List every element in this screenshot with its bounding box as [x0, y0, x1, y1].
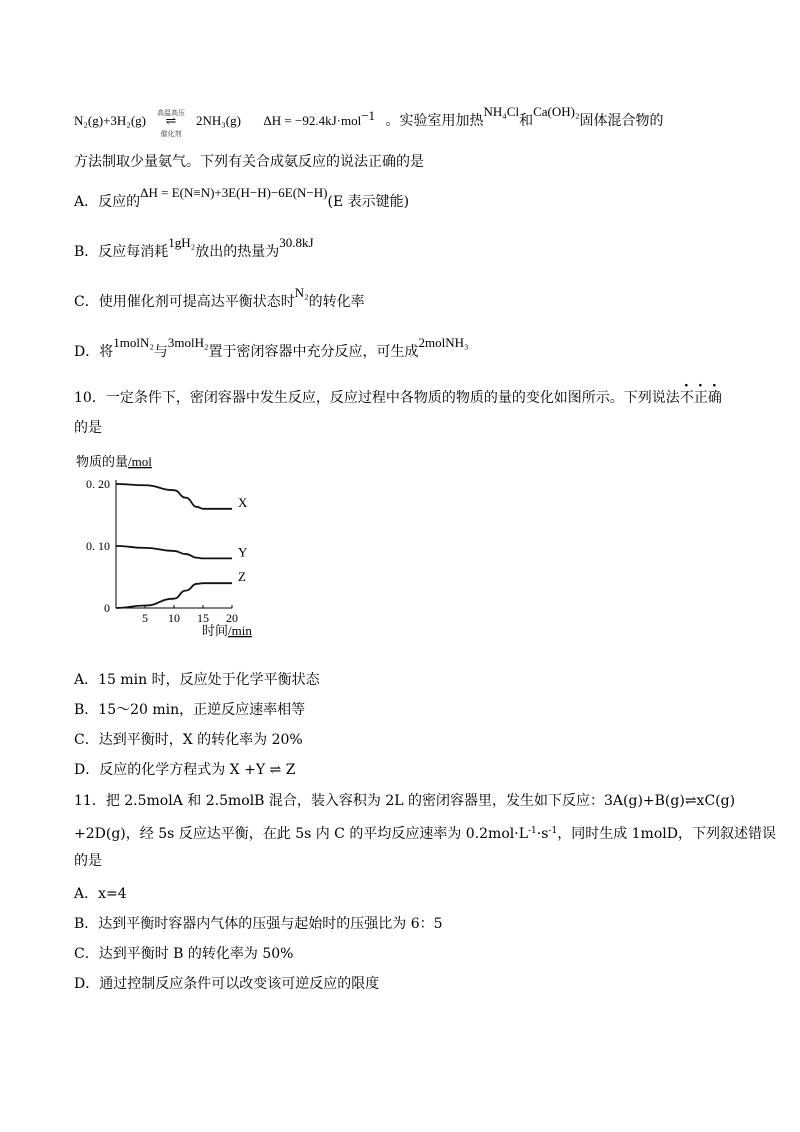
q11-stem-line3: 的是 [74, 853, 102, 869]
q9-eq-dh-sup: −1 [361, 108, 376, 123]
q11-option-a: A．x=4 [74, 886, 127, 902]
q11-stem-line1: 11．把 2.5molA 和 2.5molB 混合，装入容积为 2L 的密闭容器里，发生如下反应：3A(g)+B(g)⇌xC(g) [74, 793, 736, 809]
q9-nh4cl: NH₄Cl [483, 104, 520, 119]
q9-and: 和 [519, 113, 534, 129]
chart-series-line-z [116, 583, 232, 608]
q9-d-prefix: D．将 [74, 344, 114, 360]
q9-eq-arrow: 高温高压 ⇌ 催化剂 [146, 112, 196, 132]
q9-option-b [74, 235, 730, 262]
q9-option-c [74, 285, 730, 312]
q10-emphasis-2: 正 [693, 390, 708, 406]
chart-series-labels [238, 495, 248, 584]
q9-equation-line [74, 104, 730, 138]
q9-d-mid2: 置于密闭容器中充分反应，可生成 [208, 344, 419, 360]
q11-stem2-sup2: -1 [548, 826, 558, 836]
chart-series-line-x [116, 484, 232, 509]
q10-option-d: D．反应的化学方程式为 X +Y ⇌ Z [74, 762, 296, 778]
q9-c-formula: N₂ [294, 285, 309, 300]
chart-series-label-x: X [238, 494, 248, 510]
chart-ylabel-b: /mol [128, 454, 152, 469]
q9-d-f2: 3molH₂ [167, 335, 209, 350]
chart-series-label-y: Y [238, 544, 248, 560]
q9-b-formula: 1gH₂ [168, 235, 196, 250]
chart-series-label-z: Z [238, 569, 246, 585]
chart-ticks [86, 477, 238, 625]
q9-d-f1: 1molN₂ [113, 335, 154, 350]
q9-eq-dh: ΔH = −92.4kJ·mol [263, 113, 362, 128]
q9-a-suffix: (E 表示键能) [327, 194, 410, 210]
q9-b-value: 30.8kJ [279, 235, 314, 250]
q11-option-d: D．通过控制反应条件可以改变该可逆反应的限度 [74, 976, 380, 992]
q9-eq-right: 2NH₃(g) [196, 113, 241, 128]
q9-c-suffix: 的转化率 [308, 294, 365, 310]
q9-eq-left: N₂(g)+3H₂(g) [74, 113, 146, 128]
chart-x-tick-label: 15 [197, 611, 209, 625]
q11-stem2-c: ，同时生成 1molD，下列叙述错误 [557, 826, 776, 842]
chart-y-tick-label: 0. 20 [86, 477, 110, 491]
chart-series-line-y [116, 546, 232, 558]
q9-line1-end: 固体混合物的 [579, 113, 664, 129]
q10-stem-line2: 的是 [74, 420, 102, 436]
q9-a-formula: ΔH = E(N≡N)+3E(H−H)−6E(N−H) [140, 185, 328, 200]
chart-y-tick-label: 0 [104, 601, 110, 615]
q9-line1-mid: 。实验室用加热 [385, 113, 484, 129]
q10-option-b: B．15～20 min，正逆反应速率相等 [74, 702, 306, 718]
q10-emphasis-3: 确 [707, 390, 722, 406]
q9-stem-line2: 方法制取少量氨气。下列有关合成氨反应的说法正确的是 [74, 154, 424, 170]
q10-option-a: A．15 min 时，反应处于化学平衡状态 [74, 672, 320, 688]
chart-x-tick-label: 10 [168, 611, 180, 625]
q9-eq-cond-top: 高温高压 [157, 109, 185, 117]
q9-eq-cond-bottom: 催化剂 [160, 130, 182, 138]
q11-stem2-a: +2D(g)，经 5s 反应达平衡，在此 5s 内 C 的平均反应速率为 0.2mol·L [74, 826, 528, 842]
q10-emphasis-1: 不 [679, 390, 694, 406]
q11-stem-line2 [74, 821, 776, 844]
q9-d-mid1: 与 [153, 344, 168, 360]
q10-stem-line1 [74, 388, 730, 408]
q10-stem-text: 10．一定条件下，密闭容器中发生反应，反应过程中各物质的物质的量的变化如图所示。下列说法 [74, 390, 680, 406]
chart-y-tick-label: 0. 10 [86, 539, 110, 553]
chart-xlabel-a: 时间 [202, 623, 229, 638]
chart-series [116, 484, 232, 608]
q11-option-b: B．达到平衡时容器内气体的压强与起始时的压强比为 6：5 [74, 916, 443, 932]
q11-stem2-sup1: -1 [528, 826, 537, 836]
chart-xlabel [202, 623, 252, 638]
q9-option-a [74, 185, 730, 212]
chart-ylabel [76, 454, 152, 469]
q10-amount-time-chart [62, 452, 272, 642]
chart-xlabel-b: /min [228, 623, 252, 638]
q9-c-prefix: C．使用催化剂可提高达平衡状态时 [74, 294, 295, 310]
q11-stem2-b: ·s [536, 826, 549, 842]
chart-x-tick-label: 20 [226, 611, 238, 625]
q10-option-c: C．达到平衡时，X 的转化率为 20% [74, 732, 303, 748]
q9-d-f3: 2molNH₃ [418, 335, 469, 350]
chart-ylabel-a: 物质的量 [76, 454, 129, 469]
q9-a-prefix: A．反应的 [74, 194, 141, 210]
q9-b-prefix: B．反应每消耗 [74, 244, 169, 260]
q9-option-d [74, 335, 730, 362]
chart-x-tick-label: 5 [142, 611, 148, 625]
q11-option-c: C．达到平衡时 B 的转化率为 50% [74, 946, 294, 962]
q9-b-mid: 放出的热量为 [195, 244, 280, 260]
q9-caoh2: Ca(OH)₂ [533, 104, 580, 119]
chart-axes [116, 480, 232, 608]
